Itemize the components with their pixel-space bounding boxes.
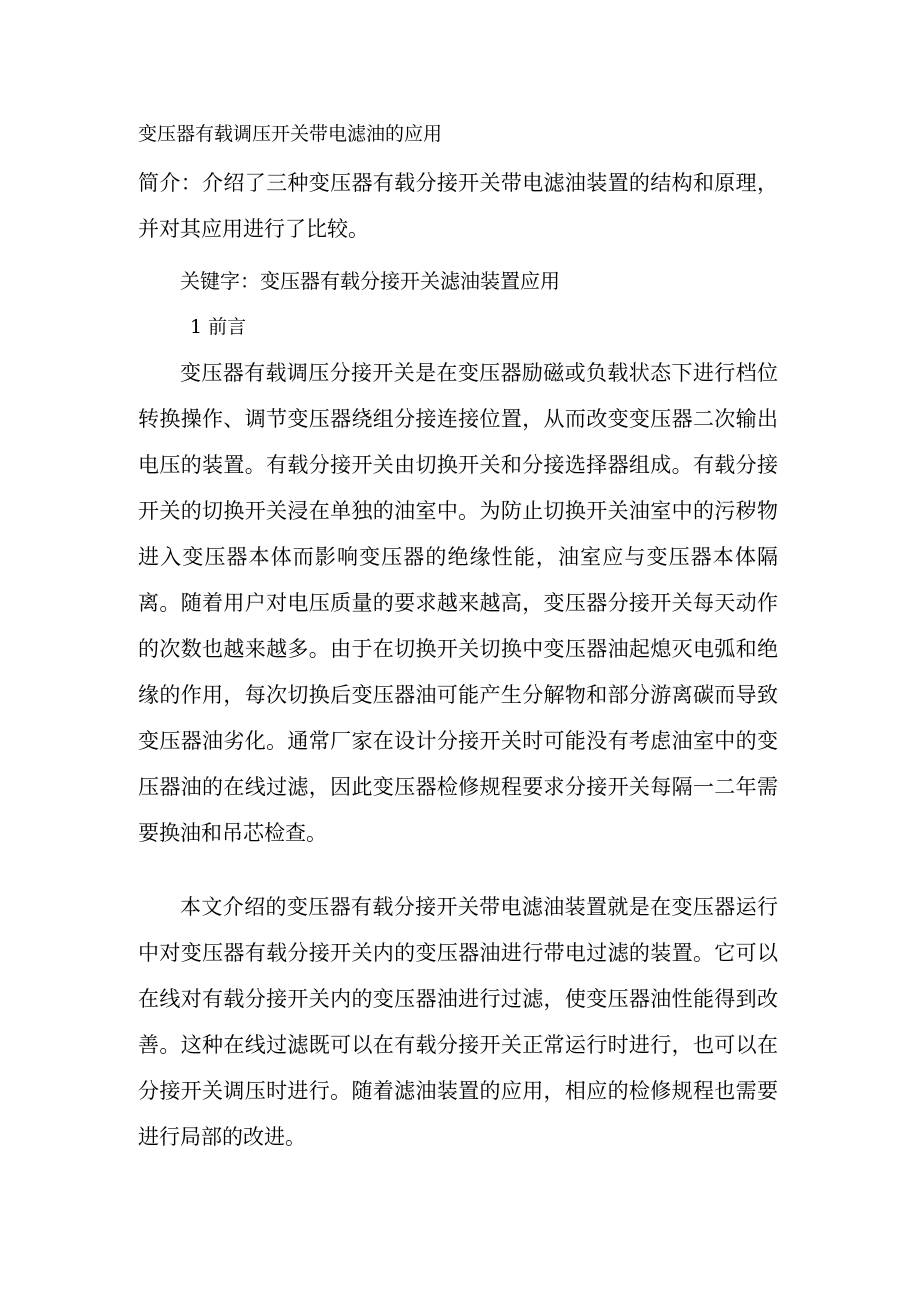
abstract-paragraph: 简介：介绍了三种变压器有载分接开关带电滤油装置的结构和原理，并对其应用进行了比较。 [138, 171, 778, 241]
keywords-line: 关键字：变压器有载分接开关滤油装置应用 [180, 269, 560, 293]
body-paragraph: 变压器有载调压分接开关是在变压器励磁或负载状态下进行档位转换操作、调节变压器绕组分接连接位置，从而改变变压器二次输出电压的装置。有载分接开关由切换开关和分接选择器组成。有载分接开关的切换开关浸在单独的油室中。为防止切换开关油室中的污秽物进入变压器本体而影响变压器的绝缘性能，油室应与变压器本体隔离。随着用户对电压质量的要求越来越高，变压器分接开关每天动作的次数也越来越多。由于在切换开关切换中变压器油起熄灭电弧和绝缘的作用，每次切换后变压器油可能产生分解物和部分游离碳而导致变压器油劣化。通常厂家在设计分接开关时可能没有考虑油室中的变压器油的在线过滤，因此变压器检修规程要求分接开关每隔一二年需要换油和吊芯检查。 [138, 361, 778, 845]
body-paragraph: 本文介绍的变压器有载分接开关带电滤油装置就是在变压器运行中对变压器有载分接开关内的变压器油进行带电过滤的装置。它可以在线对有载分接开关内的变压器油进行过滤，使变压器油性能得到改善。这种在线过滤既可以在有载分接开关正常运行时进行，也可以在分接开关调压时进行。随着滤油装置的应用，相应的检修规程也需要进行局部的改进。 [138, 895, 778, 1149]
section-heading: 1 前言 [190, 316, 247, 338]
document-title: 变压器有载调压开关带电滤油的应用 [138, 123, 443, 145]
